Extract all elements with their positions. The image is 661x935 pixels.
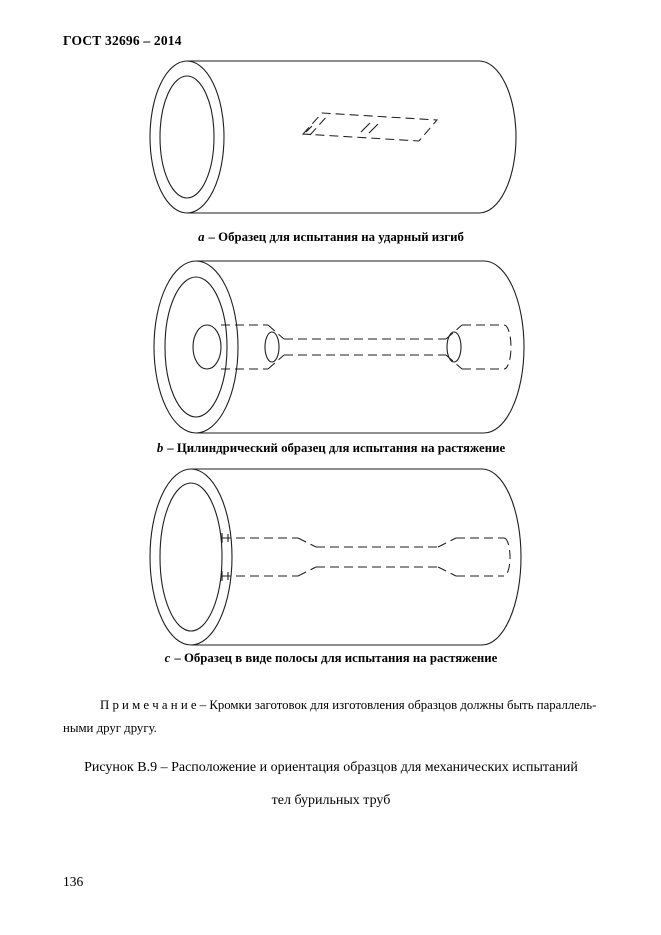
specimen-right-end-arc — [504, 325, 511, 369]
pipe-round-tensile-svg — [150, 258, 542, 436]
pipe-bore-ellipse — [165, 277, 227, 417]
figure-title-line-1: Рисунок В.9 – Расположение и ориентация образцов для механических испытаний — [84, 760, 578, 775]
figure-a-impact-specimen-drawing — [146, 56, 528, 218]
figure-a-caption — [45, 230, 617, 245]
figure-b-caption — [45, 441, 617, 456]
figure-b-round-tensile-drawing — [150, 258, 542, 436]
figure-b-text: – Цилиндрический образец для испытания на растяжение — [167, 441, 506, 455]
figure-title-line-2: тел бурильных труб — [271, 793, 391, 808]
specimen-break-marks — [361, 123, 378, 133]
figure-b-label: b — [156, 441, 164, 455]
specimen-head-face-ellipse — [193, 325, 221, 369]
figure-c-text: – Образец в виде полосы для испытания на растяжение — [174, 651, 498, 665]
page-header: ГОСТ 32696 – 2014 — [63, 33, 182, 48]
impact-specimen-dashed-outline — [303, 113, 437, 141]
pipe-bore-ellipse — [160, 483, 222, 631]
pipe-outer-face-ellipse — [150, 469, 232, 645]
note-line-2: ными друг другу. — [63, 721, 157, 735]
page-number: 136 — [63, 874, 84, 889]
pipe-impact-drawing-svg — [146, 56, 528, 218]
figure-a-text: – Образец для испытания на ударный изгиб — [208, 230, 464, 244]
figure-c-label: c — [164, 651, 171, 665]
figure-c-strip-tensile-drawing — [146, 466, 538, 650]
pipe-outer-face-ellipse — [150, 61, 224, 213]
specimen-transition-ellipse-right — [447, 332, 461, 362]
figure-a-label: a — [198, 230, 205, 244]
strip-specimen-outline — [222, 533, 510, 581]
note-paragraph — [63, 694, 637, 740]
specimen-right-end-arc — [504, 538, 510, 576]
specimen-transition-ellipse-left — [265, 332, 279, 362]
pipe-outer-face-ellipse — [154, 261, 238, 433]
pipe-bore-ellipse — [160, 76, 214, 198]
round-specimen-outline — [193, 325, 511, 369]
note-line-1: П р и м е ч а н и е – Кромки заготовок для изготовления образцов должны быть параллель- — [100, 698, 597, 712]
figure-c-caption — [45, 651, 617, 666]
pipe-body — [150, 469, 521, 645]
pipe-body — [154, 261, 524, 433]
pipe-strip-tensile-svg — [146, 466, 538, 650]
pipe-body — [150, 61, 516, 213]
